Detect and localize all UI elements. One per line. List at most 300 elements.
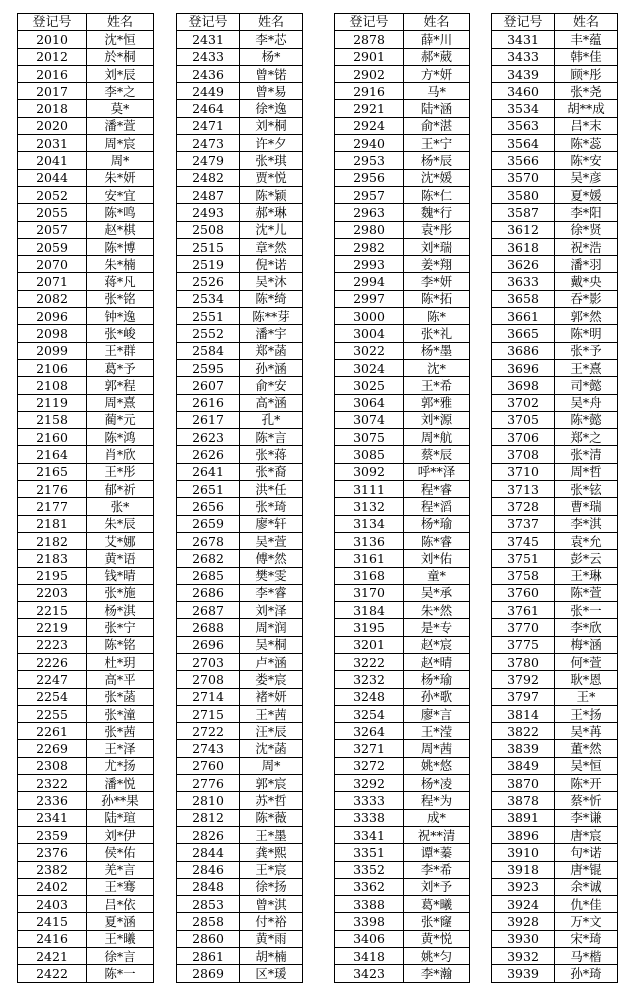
table-row (18, 411, 154, 428)
table-row (335, 844, 470, 861)
name-cell: 陈*博 (87, 238, 154, 255)
name-cell: 张*裔 (240, 463, 303, 480)
name-cell: 王*宸 (240, 861, 303, 878)
table-row (335, 826, 470, 843)
name-cell: 夏*涵 (87, 913, 154, 930)
table-row (18, 342, 154, 359)
table-row (335, 48, 470, 65)
name-cell: 程*滔 (404, 498, 470, 515)
table-row (492, 688, 618, 705)
name-cell: 李*妍 (404, 273, 470, 290)
name-cell: 赵*晴 (404, 653, 470, 670)
name-cell: 唐*锟 (555, 861, 618, 878)
reg-no-cell: 3658 (492, 290, 555, 307)
reg-no-cell: 3891 (492, 809, 555, 826)
table-row (335, 100, 470, 117)
name-cell: 俞*安 (240, 377, 303, 394)
name-cell: 羌*言 (87, 861, 154, 878)
reg-no-header: 登记号 (177, 14, 240, 31)
reg-no-cell: 2415 (18, 913, 87, 930)
name-cell: 吕*依 (87, 896, 154, 913)
reg-no-cell: 3418 (335, 948, 404, 965)
name-cell: 何*萱 (555, 653, 618, 670)
name-cell: 孔* (240, 411, 303, 428)
name-cell: 潘*萱 (87, 117, 154, 134)
reg-no-cell: 2336 (18, 792, 87, 809)
table-row (492, 723, 618, 740)
name-cell: 区*瑗 (240, 965, 303, 982)
table-row (177, 636, 303, 653)
name-cell: 朱*然 (404, 602, 470, 619)
table-row (492, 515, 618, 532)
name-cell: 刘*佑 (404, 550, 470, 567)
table-row (177, 273, 303, 290)
name-cell: 章*然 (240, 238, 303, 255)
reg-no-cell: 3351 (335, 844, 404, 861)
name-cell: 娄*宸 (240, 671, 303, 688)
table-row (492, 498, 618, 515)
reg-no-header: 登记号 (335, 14, 404, 31)
name-cell: 黄*语 (87, 550, 154, 567)
reg-no-cell: 3626 (492, 256, 555, 273)
table-row (335, 256, 470, 273)
name-cell: 张*峻 (87, 325, 154, 342)
table-row (18, 532, 154, 549)
reg-no-cell: 2018 (18, 100, 87, 117)
name-cell: 傅*然 (240, 550, 303, 567)
name-cell: 潘*悦 (87, 775, 154, 792)
name-cell: 蔺*元 (87, 411, 154, 428)
name-cell: 周*哲 (555, 463, 618, 480)
table-row (18, 619, 154, 636)
table-row (177, 878, 303, 895)
table-row (177, 83, 303, 100)
reg-no-cell: 3758 (492, 567, 555, 584)
table-row (177, 152, 303, 169)
table-row (177, 567, 303, 584)
reg-no-cell: 2902 (335, 65, 404, 82)
reg-no-cell: 3254 (335, 705, 404, 722)
reg-no-cell: 3292 (335, 775, 404, 792)
reg-no-cell: 3713 (492, 481, 555, 498)
name-cell: 宋*琦 (555, 930, 618, 947)
table-row (335, 515, 470, 532)
table-row (177, 775, 303, 792)
reg-no-cell: 3792 (492, 671, 555, 688)
name-cell: 徐*言 (87, 948, 154, 965)
name-cell: 陈*鸿 (87, 429, 154, 446)
reg-no-cell: 3587 (492, 204, 555, 221)
table-row (18, 913, 154, 930)
name-cell: 童* (404, 567, 470, 584)
reg-no-cell: 2623 (177, 429, 240, 446)
name-cell: 王*泽 (87, 740, 154, 757)
table-row (335, 377, 470, 394)
reg-no-cell: 2534 (177, 290, 240, 307)
table-row (177, 619, 303, 636)
reg-no-cell: 2119 (18, 394, 87, 411)
table-row (177, 221, 303, 238)
name-cell: 陈*鸣 (87, 204, 154, 221)
reg-no-cell: 2098 (18, 325, 87, 342)
reg-no-cell: 3134 (335, 515, 404, 532)
table-row (18, 221, 154, 238)
reg-no-cell: 3930 (492, 930, 555, 947)
table-row (492, 135, 618, 152)
table-row (492, 169, 618, 186)
reg-no-cell: 3333 (335, 792, 404, 809)
reg-no-cell: 3232 (335, 671, 404, 688)
reg-no-cell: 3272 (335, 757, 404, 774)
reg-no-cell: 3708 (492, 446, 555, 463)
name-cell: 杨*瑜 (404, 671, 470, 688)
reg-no-cell: 2616 (177, 394, 240, 411)
name-cell: 薛*川 (404, 31, 470, 48)
table-row (335, 273, 470, 290)
reg-no-cell: 3849 (492, 757, 555, 774)
reg-no-cell: 2017 (18, 83, 87, 100)
reg-no-cell: 2708 (177, 671, 240, 688)
name-cell: 张*宁 (87, 619, 154, 636)
reg-no-cell: 3460 (492, 83, 555, 100)
reg-no-cell: 3932 (492, 948, 555, 965)
table-row (492, 948, 618, 965)
name-cell: 夏*媛 (555, 186, 618, 203)
reg-no-cell: 2031 (18, 135, 87, 152)
reg-no-cell: 2493 (177, 204, 240, 221)
reg-no-cell: 3618 (492, 238, 555, 255)
name-cell: 胡**成 (555, 100, 618, 117)
table-row (492, 740, 618, 757)
name-cell: 张*施 (87, 584, 154, 601)
table-row (492, 584, 618, 601)
reg-no-cell: 3814 (492, 705, 555, 722)
table-row (177, 757, 303, 774)
name-cell: 姚*匀 (404, 948, 470, 965)
reg-no-cell: 2953 (335, 152, 404, 169)
table-row (492, 377, 618, 394)
name-cell: 付*裕 (240, 913, 303, 930)
table-row (18, 429, 154, 446)
name-cell: 李*希 (404, 861, 470, 878)
name-cell: 安*宜 (87, 186, 154, 203)
name-cell: 张*一 (555, 602, 618, 619)
table-row (18, 83, 154, 100)
table-row (177, 688, 303, 705)
reg-no-cell: 3696 (492, 359, 555, 376)
table-row (18, 204, 154, 221)
table-row (177, 602, 303, 619)
name-cell: 葛*曦 (404, 896, 470, 913)
name-cell: 艾*娜 (87, 532, 154, 549)
reg-no-cell: 2464 (177, 100, 240, 117)
table-row (492, 256, 618, 273)
table-row (177, 325, 303, 342)
table-row (177, 238, 303, 255)
reg-no-cell: 3580 (492, 186, 555, 203)
name-cell: 曾*易 (240, 83, 303, 100)
name-cell: 王*墨 (240, 826, 303, 843)
reg-no-cell: 3770 (492, 619, 555, 636)
name-cell: 蔡*忻 (555, 792, 618, 809)
reg-no-cell: 2164 (18, 446, 87, 463)
table-row (18, 290, 154, 307)
reg-no-cell: 2916 (335, 83, 404, 100)
reg-no-cell: 2703 (177, 653, 240, 670)
name-cell: 陈*薇 (240, 809, 303, 826)
name-cell: 周*熹 (87, 394, 154, 411)
reg-no-cell: 2678 (177, 532, 240, 549)
name-cell: 梅*涵 (555, 636, 618, 653)
table-row (177, 446, 303, 463)
reg-no-cell: 2551 (177, 308, 240, 325)
reg-no-cell: 3918 (492, 861, 555, 878)
table-row (335, 705, 470, 722)
table-row (18, 117, 154, 134)
reg-no-cell: 2846 (177, 861, 240, 878)
name-cell: 王*希 (404, 377, 470, 394)
table-row (335, 204, 470, 221)
name-cell: 曹*瑞 (555, 498, 618, 515)
name-cell: 方*妍 (404, 65, 470, 82)
table-row (492, 186, 618, 203)
name-header: 姓名 (87, 14, 154, 31)
reg-no-cell: 2010 (18, 31, 87, 48)
name-cell: 周*航 (404, 429, 470, 446)
name-cell: 魏*行 (404, 204, 470, 221)
table-row (492, 861, 618, 878)
table-row (492, 653, 618, 670)
table-row (177, 653, 303, 670)
roster-table-3 (334, 13, 470, 983)
reg-no-cell: 3564 (492, 135, 555, 152)
table-row (177, 256, 303, 273)
name-cell: 钱*晴 (87, 567, 154, 584)
reg-no-cell: 3406 (335, 930, 404, 947)
name-cell: 苏*哲 (240, 792, 303, 809)
name-cell: 张*菡 (87, 688, 154, 705)
table-row (18, 948, 154, 965)
table-row (335, 740, 470, 757)
name-cell: 陈*绮 (240, 290, 303, 307)
table-row (492, 757, 618, 774)
name-cell: 胡*楠 (240, 948, 303, 965)
reg-no-cell: 3760 (492, 584, 555, 601)
name-cell: 孙*琦 (555, 965, 618, 982)
name-cell: 陈*开 (555, 775, 618, 792)
reg-no-cell: 2195 (18, 567, 87, 584)
table-row (492, 221, 618, 238)
name-cell: 张* (87, 498, 154, 515)
reg-no-cell: 2436 (177, 65, 240, 82)
table-row (18, 100, 154, 117)
name-cell: 陆*涵 (404, 100, 470, 117)
reg-no-cell: 3924 (492, 896, 555, 913)
name-cell: 郑*之 (555, 429, 618, 446)
table-body (492, 31, 618, 982)
name-cell: 张*蒋 (240, 446, 303, 463)
reg-no-cell: 2714 (177, 688, 240, 705)
name-cell: 吴*承 (404, 584, 470, 601)
name-cell: 高*平 (87, 671, 154, 688)
reg-no-cell: 3780 (492, 653, 555, 670)
table-row (18, 515, 154, 532)
table-row (492, 792, 618, 809)
table-row (177, 48, 303, 65)
table-row (492, 532, 618, 549)
reg-no-cell: 3928 (492, 913, 555, 930)
name-cell: 陈*明 (555, 325, 618, 342)
name-cell: 高*涵 (240, 394, 303, 411)
table-row (492, 965, 618, 982)
table-row (177, 948, 303, 965)
name-cell: 郭*宸 (240, 775, 303, 792)
name-cell: 赵*棋 (87, 221, 154, 238)
reg-no-cell: 2433 (177, 48, 240, 65)
reg-no-cell: 3264 (335, 723, 404, 740)
name-cell: 廖*言 (404, 705, 470, 722)
table-row (492, 204, 618, 221)
table-row (492, 913, 618, 930)
reg-no-cell: 2869 (177, 965, 240, 982)
reg-no-cell: 2070 (18, 256, 87, 273)
reg-no-cell: 3910 (492, 844, 555, 861)
table-row (177, 117, 303, 134)
name-cell: 张*琪 (240, 152, 303, 169)
table-row (18, 377, 154, 394)
reg-no-cell: 2016 (18, 65, 87, 82)
name-cell: 张*琦 (240, 498, 303, 515)
name-cell: 孙*涵 (240, 359, 303, 376)
reg-no-cell: 2861 (177, 948, 240, 965)
name-cell: 吴*苒 (555, 723, 618, 740)
table-row (177, 723, 303, 740)
name-cell: 孙*歌 (404, 688, 470, 705)
table-row (18, 930, 154, 947)
reg-no-cell: 2776 (177, 775, 240, 792)
name-cell: 祝*浩 (555, 238, 618, 255)
name-cell: 陈*言 (240, 429, 303, 446)
reg-no-cell: 3388 (335, 896, 404, 913)
name-cell: 是*专 (404, 619, 470, 636)
name-cell: 周* (87, 152, 154, 169)
table-row (177, 429, 303, 446)
table-row (335, 671, 470, 688)
reg-no-cell: 2158 (18, 411, 87, 428)
reg-no-cell: 2715 (177, 705, 240, 722)
reg-no-cell: 2473 (177, 135, 240, 152)
table-row (335, 498, 470, 515)
reg-no-cell: 2059 (18, 238, 87, 255)
table-row (18, 861, 154, 878)
reg-no-cell: 3398 (335, 913, 404, 930)
reg-no-cell: 2878 (335, 31, 404, 48)
reg-no-cell: 3132 (335, 498, 404, 515)
name-cell: 钟*逸 (87, 308, 154, 325)
table-row (18, 359, 154, 376)
table-row (335, 896, 470, 913)
reg-no-cell: 2848 (177, 878, 240, 895)
table-row (335, 878, 470, 895)
table-row (335, 290, 470, 307)
table-row (492, 844, 618, 861)
reg-no-cell: 3000 (335, 308, 404, 325)
table-row (18, 135, 154, 152)
reg-no-cell: 2760 (177, 757, 240, 774)
reg-no-cell: 2921 (335, 100, 404, 117)
reg-no-cell: 3352 (335, 861, 404, 878)
name-cell: 杨*辰 (404, 152, 470, 169)
table-row (492, 394, 618, 411)
reg-no-cell: 3111 (335, 481, 404, 498)
reg-no-cell: 2940 (335, 135, 404, 152)
table-row (18, 498, 154, 515)
table-row (177, 671, 303, 688)
reg-no-cell: 2215 (18, 602, 87, 619)
table-row (18, 325, 154, 342)
reg-no-header: 登记号 (18, 14, 87, 31)
reg-no-cell: 2052 (18, 186, 87, 203)
name-cell: 郭*雅 (404, 394, 470, 411)
name-cell: 沈* (404, 359, 470, 376)
reg-no-cell: 2682 (177, 550, 240, 567)
name-cell: 吕*末 (555, 117, 618, 134)
reg-no-cell: 2685 (177, 567, 240, 584)
reg-no-cell: 2181 (18, 515, 87, 532)
table-row (177, 100, 303, 117)
table-row (492, 359, 618, 376)
name-cell: 曾*锘 (240, 65, 303, 82)
table-row (18, 757, 154, 774)
table-row (335, 965, 470, 982)
table-row (492, 619, 618, 636)
table-row (177, 481, 303, 498)
reg-no-cell: 3706 (492, 429, 555, 446)
table-row (18, 152, 154, 169)
table-row (18, 896, 154, 913)
table-row (492, 463, 618, 480)
name-cell: 贾*悦 (240, 169, 303, 186)
name-cell: 周*润 (240, 619, 303, 636)
reg-no-cell: 2096 (18, 308, 87, 325)
table-row (335, 930, 470, 947)
table-row (335, 757, 470, 774)
table-row (492, 238, 618, 255)
name-cell: 陈*萱 (555, 584, 618, 601)
name-header: 姓名 (240, 14, 303, 31)
table-row (18, 653, 154, 670)
table-row (335, 775, 470, 792)
table-row (492, 273, 618, 290)
reg-no-cell: 2641 (177, 463, 240, 480)
table-row (177, 290, 303, 307)
name-cell: 朱*辰 (87, 515, 154, 532)
name-cell: 王*茜 (240, 705, 303, 722)
reg-no-cell: 2226 (18, 653, 87, 670)
name-cell: 马* (404, 83, 470, 100)
table-row (177, 342, 303, 359)
name-cell: 於*桐 (87, 48, 154, 65)
reg-no-cell: 2687 (177, 602, 240, 619)
table-row (18, 31, 154, 48)
reg-no-cell: 3797 (492, 688, 555, 705)
name-cell: 祝**清 (404, 826, 470, 843)
reg-no-cell: 2688 (177, 619, 240, 636)
reg-no-cell: 2165 (18, 463, 87, 480)
reg-no-cell: 2071 (18, 273, 87, 290)
reg-no-cell: 3570 (492, 169, 555, 186)
reg-no-cell: 3751 (492, 550, 555, 567)
